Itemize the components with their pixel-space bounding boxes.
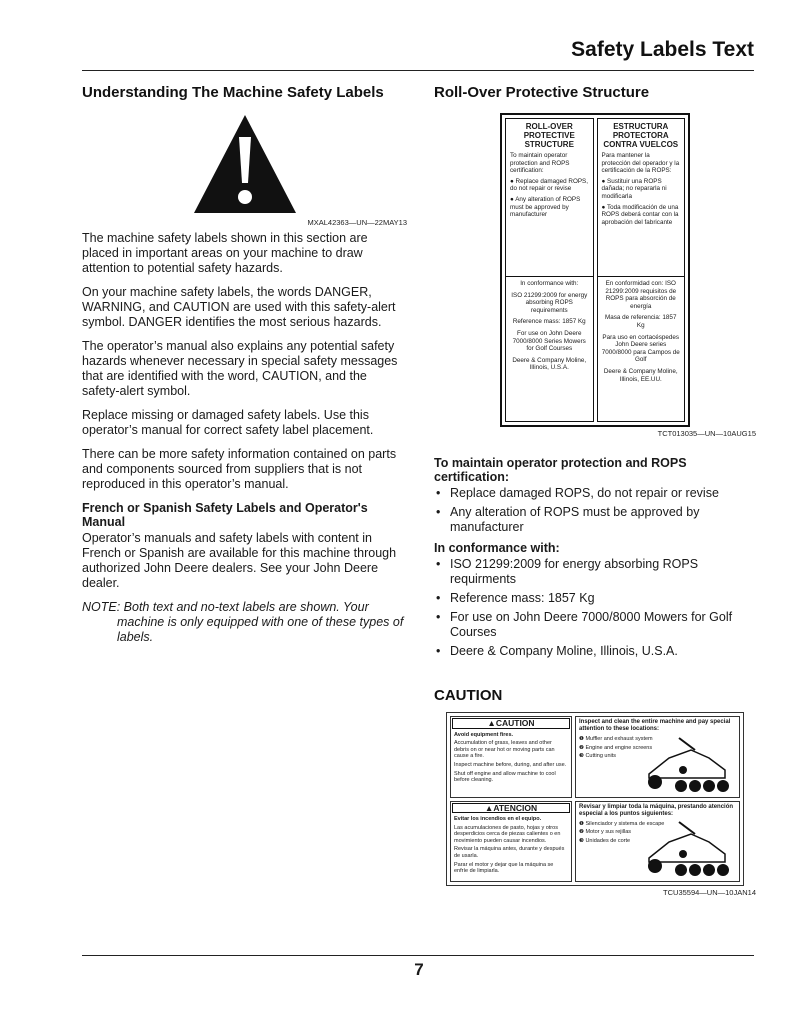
rops-label-title: ESTRUCTURA PROTECTORA CONTRA VUELCOS <box>603 122 679 149</box>
conformance-list <box>434 557 756 659</box>
rops-label-text: Masa de referencia: 1857 Kg <box>605 314 677 329</box>
rops-label-text: Deere & Company Moline, Illinois, EE.UU. <box>603 367 678 383</box>
rops-label-text: To maintain operator protection and ROPS certification: <box>510 152 570 175</box>
safety-alert-figure <box>82 113 407 216</box>
rops-label-english <box>505 118 594 422</box>
caution-label-text: Inspect and clean the entire machine and pay special attention to these locations: <box>579 719 731 732</box>
section-heading-understanding: Understanding The Machine Safety Labels <box>82 84 384 101</box>
rops-label-spanish <box>597 118 686 422</box>
right-column <box>434 84 756 901</box>
paragraph: There can be more safety information contained on parts and components sourced from suppliers that is not reproduced in this operator’s manual. <box>82 447 397 491</box>
paragraph: Replace missing or damaged safety labels. Use this operator’s manual for correct safety label placement. <box>82 408 374 437</box>
subheading-french-spanish: French or Spanish Safety Labels and Operator's Manual <box>82 501 368 529</box>
rops-label-image <box>500 113 690 427</box>
paragraph: On your machine safety labels, the words DANGER, WARNING, and CAUTION are used with this safety-alert symbol. DANGER identifies the most serious hazards. <box>82 285 396 329</box>
caution-label-text: ❸ Cutting units <box>579 753 617 760</box>
caution-label-text: ❷ Engine and engine screens <box>579 744 653 751</box>
rops-label-text: ● Any alteration of ROPS must be approved by manufacturer <box>510 195 581 219</box>
caution-label-text: Revisar y limpiar toda la máquina, prestando atención especial a los puntos siguientes: <box>579 803 734 817</box>
section-heading-rops: Roll-Over Protective Structure <box>434 84 650 101</box>
mower-icon <box>639 736 735 794</box>
caution-label-text: Revisar la máquina antes, durante y después de usarla. <box>454 846 565 860</box>
caution-label-text: Parar el motor y dejar que la máquina se enfríe de limpiarla. <box>454 861 554 875</box>
mower-icon <box>639 820 735 878</box>
header-rule <box>82 70 754 71</box>
rops-label-text: ● Sustituir una ROPS dañada; no repararla ni modificarla <box>601 177 667 200</box>
caution-label-text: ❶ Silenciador y sistema de escape <box>579 820 665 827</box>
subheading-maintain: To maintain operator protection and ROPS certification: <box>434 456 687 484</box>
page-number: 7 <box>414 960 424 979</box>
figure-caption: TCU35594—UN—10JAN14 <box>663 888 756 897</box>
caution-locations-spanish <box>575 801 740 883</box>
list-item: • Replace damaged ROPS, do not repair or revise <box>434 486 756 501</box>
list-item: • For use on John Deere 7000/8000 Mowers for Golf Courses <box>434 610 756 640</box>
figure-caption: TCT013035—UN—10AUG15 <box>657 429 756 438</box>
caution-label-text: Evitar los incendios en el equipo. <box>454 816 542 823</box>
section-heading-caution: CAUTION <box>434 687 503 704</box>
caution-label-title: ▲CAUTION <box>452 718 570 729</box>
list-item: • ISO 21299:2009 for energy absorbing ROPS requirments <box>434 557 756 587</box>
paragraph: The machine safety labels shown in this section are placed in important areas on your machine to draw attention to potential safety hazards. <box>82 231 368 275</box>
caution-label-text: Las acumulaciones de pasto, hojas y otros desperdicios cerca de piezas calientes o en movimiento pueden causar incendios. <box>454 824 561 844</box>
figure-caption: MXAL42363—UN—22MAY13 <box>307 218 407 227</box>
rops-label-title: ROLL-OVER PROTECTIVE STRUCTURE <box>523 122 575 149</box>
warning-triangle-icon <box>192 113 298 216</box>
caution-box-english <box>450 716 572 798</box>
caution-label-text: ❶ Muffler and exhaust system <box>579 736 653 742</box>
rops-label-text: Para mantener la protección del operador y la certificación de la ROPS: <box>601 152 680 175</box>
rops-label-text: Para uso en cortacéspedes John Deere series 7000/8000 para Campos de Golf <box>601 333 680 364</box>
list-item: • Deere & Company Moline, Illinois, U.S.A. <box>434 644 756 659</box>
caution-label-title: ▲ATENCION <box>452 803 570 814</box>
left-column <box>82 84 407 645</box>
caution-label-text: Shut off engine and allow machine to cool before cleaning. <box>454 770 556 784</box>
rops-label-text: ● Toda modificación de una ROPS deberá contar con la aprobación del fabricante <box>601 203 679 226</box>
paragraph: Operator’s manuals and safety labels with content in French or Spanish are available for this machine through authorized John Deere dealers. See your John Deere dealer. <box>82 531 397 590</box>
rops-label-text: Reference mass: 1857 Kg <box>512 318 586 326</box>
caution-locations-english <box>575 716 740 798</box>
rops-label-text: ISO 21299:2009 for energy absorbing ROPS requirements <box>511 291 588 314</box>
rops-label-text: ● Replace damaged ROPS, do not repair or revise <box>510 177 589 193</box>
caution-label-image <box>446 712 744 886</box>
note: NOTE: Both text and no-text labels are shown. Your machine is only equipped with one of these types of labels. <box>82 600 404 644</box>
caution-box-spanish <box>450 801 572 883</box>
paragraph: The operator’s manual also explains any potential safety hazards whenever necessary in special safety messages that are identified with the word, CAUTION, and the safety-alert symbol. <box>82 339 398 398</box>
list-item: • Any alteration of ROPS must be approved by manufacturer <box>434 505 756 535</box>
caution-label-text: Avoid equipment fires. <box>454 731 514 738</box>
caution-label-text: Accumulation of grass, leaves and other debris on or near hot or moving parts can cause a fire. <box>454 740 555 760</box>
rops-label-text: Deere & Company Moline, Illinois, U.S.A. <box>512 356 587 372</box>
rops-label-text: En conformidad con: ISO 21299:2009 requisitos de ROPS para absorción de energía <box>605 280 677 310</box>
list-item: • Reference mass: 1857 Kg <box>434 591 756 606</box>
footer-rule <box>82 955 754 956</box>
subheading-conformance: In conformance with: <box>434 541 560 555</box>
caution-label-text: Inspect machine before, during, and after use. <box>454 761 567 768</box>
caution-label-text: ❷ Motor y sus rejillas <box>579 829 631 836</box>
rops-label-text: In conformance with: <box>520 280 579 287</box>
rops-label-text: For use on John Deere 7000/8000 Series Mowers for Golf Courses <box>512 329 586 353</box>
caution-label-text: ❸ Unidades de corte <box>579 837 631 844</box>
page-title: Safety Labels Text <box>571 38 754 61</box>
maintain-list <box>434 486 756 535</box>
